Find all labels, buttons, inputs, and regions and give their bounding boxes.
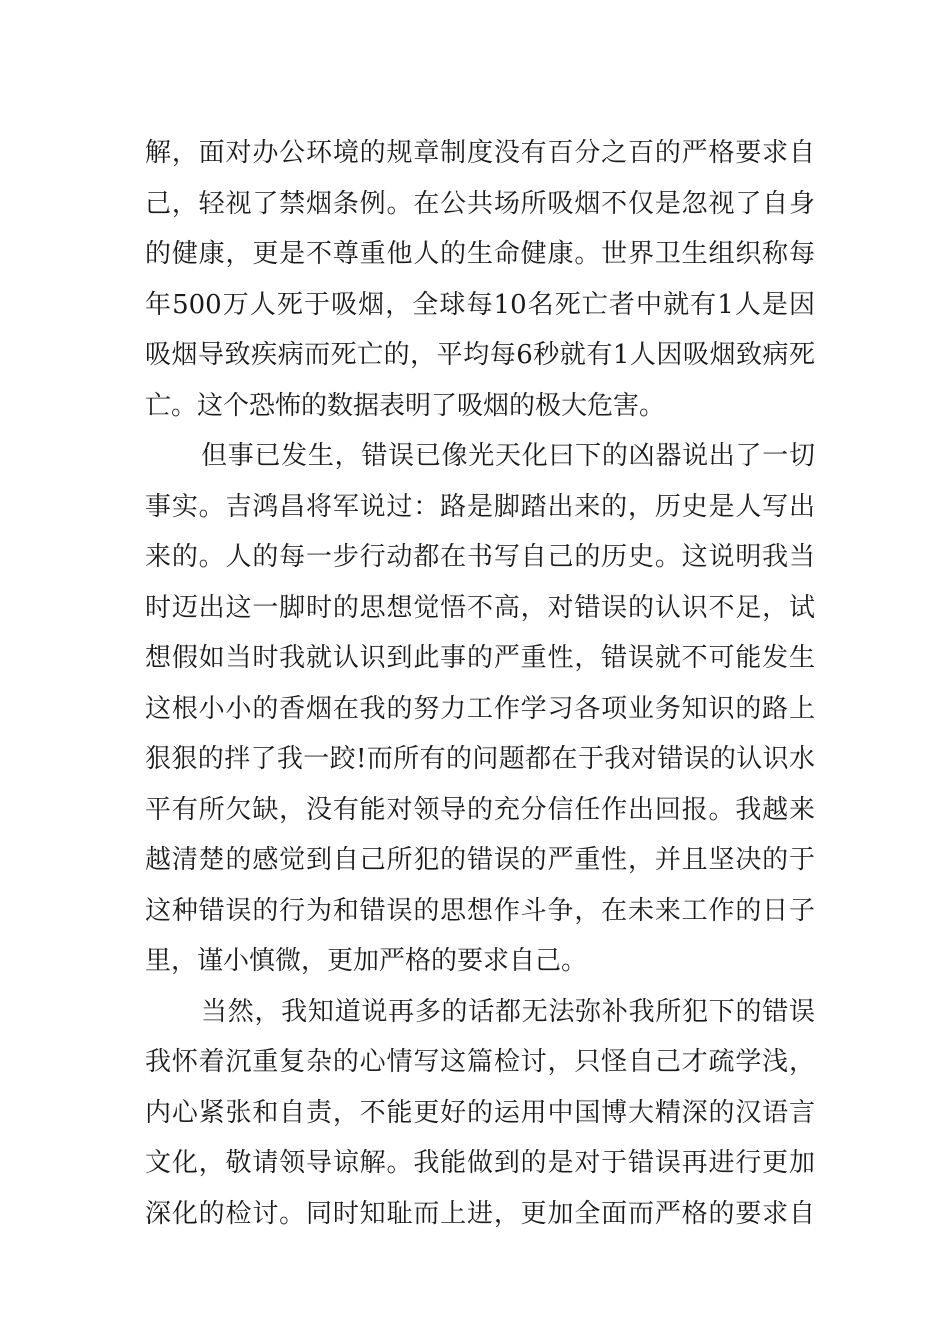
body-text — [145, 128, 815, 1239]
text-line: 内心紧张和自责，不能更好的运用中国博大精深的汉语言 — [145, 1097, 815, 1128]
paragraph-start-line: 当然，我知道说再多的话都无法弥补我所犯下的错误 — [201, 996, 815, 1027]
text-line: 这根小小的香烟在我的努力工作学习各项业务知识的路上 — [145, 693, 815, 724]
text-line: 深化的检讨。同时知耻而上进，更加全面而严格的要求自 — [145, 1198, 815, 1229]
text-line: 越清楚的感觉到自己所犯的错误的严重性，并且坚决的于 — [145, 845, 815, 875]
text-line: 想假如当时我就认识到此事的严重性，错误就不可能发生 — [145, 643, 815, 673]
text-line: 时迈出这一脚时的思想觉悟不高，对错误的认识不足，试 — [145, 592, 815, 623]
text-line: 狠狠的拌了我一跤!而所有的问题都在于我对错误的认识水 — [145, 744, 815, 774]
text-line: 我怀着沉重复杂的心情写这篇检讨，只怪自己才疏学浅， — [145, 1047, 815, 1077]
text-line: 解，面对办公环境的规章制度没有百分之百的严格要求自 — [145, 138, 815, 168]
text-line: 平有所欠缺，没有能对领导的充分信任作出回报。我越来 — [145, 794, 815, 825]
text-line: 己，轻视了禁烟条例。在公共场所吸烟不仅是忽视了自身 — [145, 188, 815, 219]
text-line: 这种错误的行为和错误的思想作斗争，在未来工作的日子 — [145, 895, 815, 926]
paragraph-start-line: 但事已发生，错误已像光天化曰下的凶器说出了一切 — [201, 441, 815, 471]
text-line: 文化，敬请领导谅解。我能做到的是对于错误再进行更加 — [145, 1148, 815, 1178]
text-line: 吸烟导致疾病而死亡的，平均每6秒就有1人因吸烟致病死 — [145, 340, 815, 370]
text-line: 年500万人死于吸烟，全球每10名死亡者中就有1人是因 — [145, 289, 815, 320]
text-line: 来的。人的每一步行动都在书写自己的历史。这说明我当 — [145, 542, 815, 572]
text-line: 里，谨小慎微，更加严格的要求自己。 — [145, 946, 588, 976]
text-line: 的健康，更是不尊重他人的生命健康。世界卫生组织称每 — [145, 239, 815, 269]
text-line: 事实。吉鸿昌将军说过：路是脚踏出来的，历史是人写出 — [145, 491, 815, 522]
text-line: 亡。这个恐怖的数据表明了吸烟的极大危害。 — [145, 390, 666, 421]
